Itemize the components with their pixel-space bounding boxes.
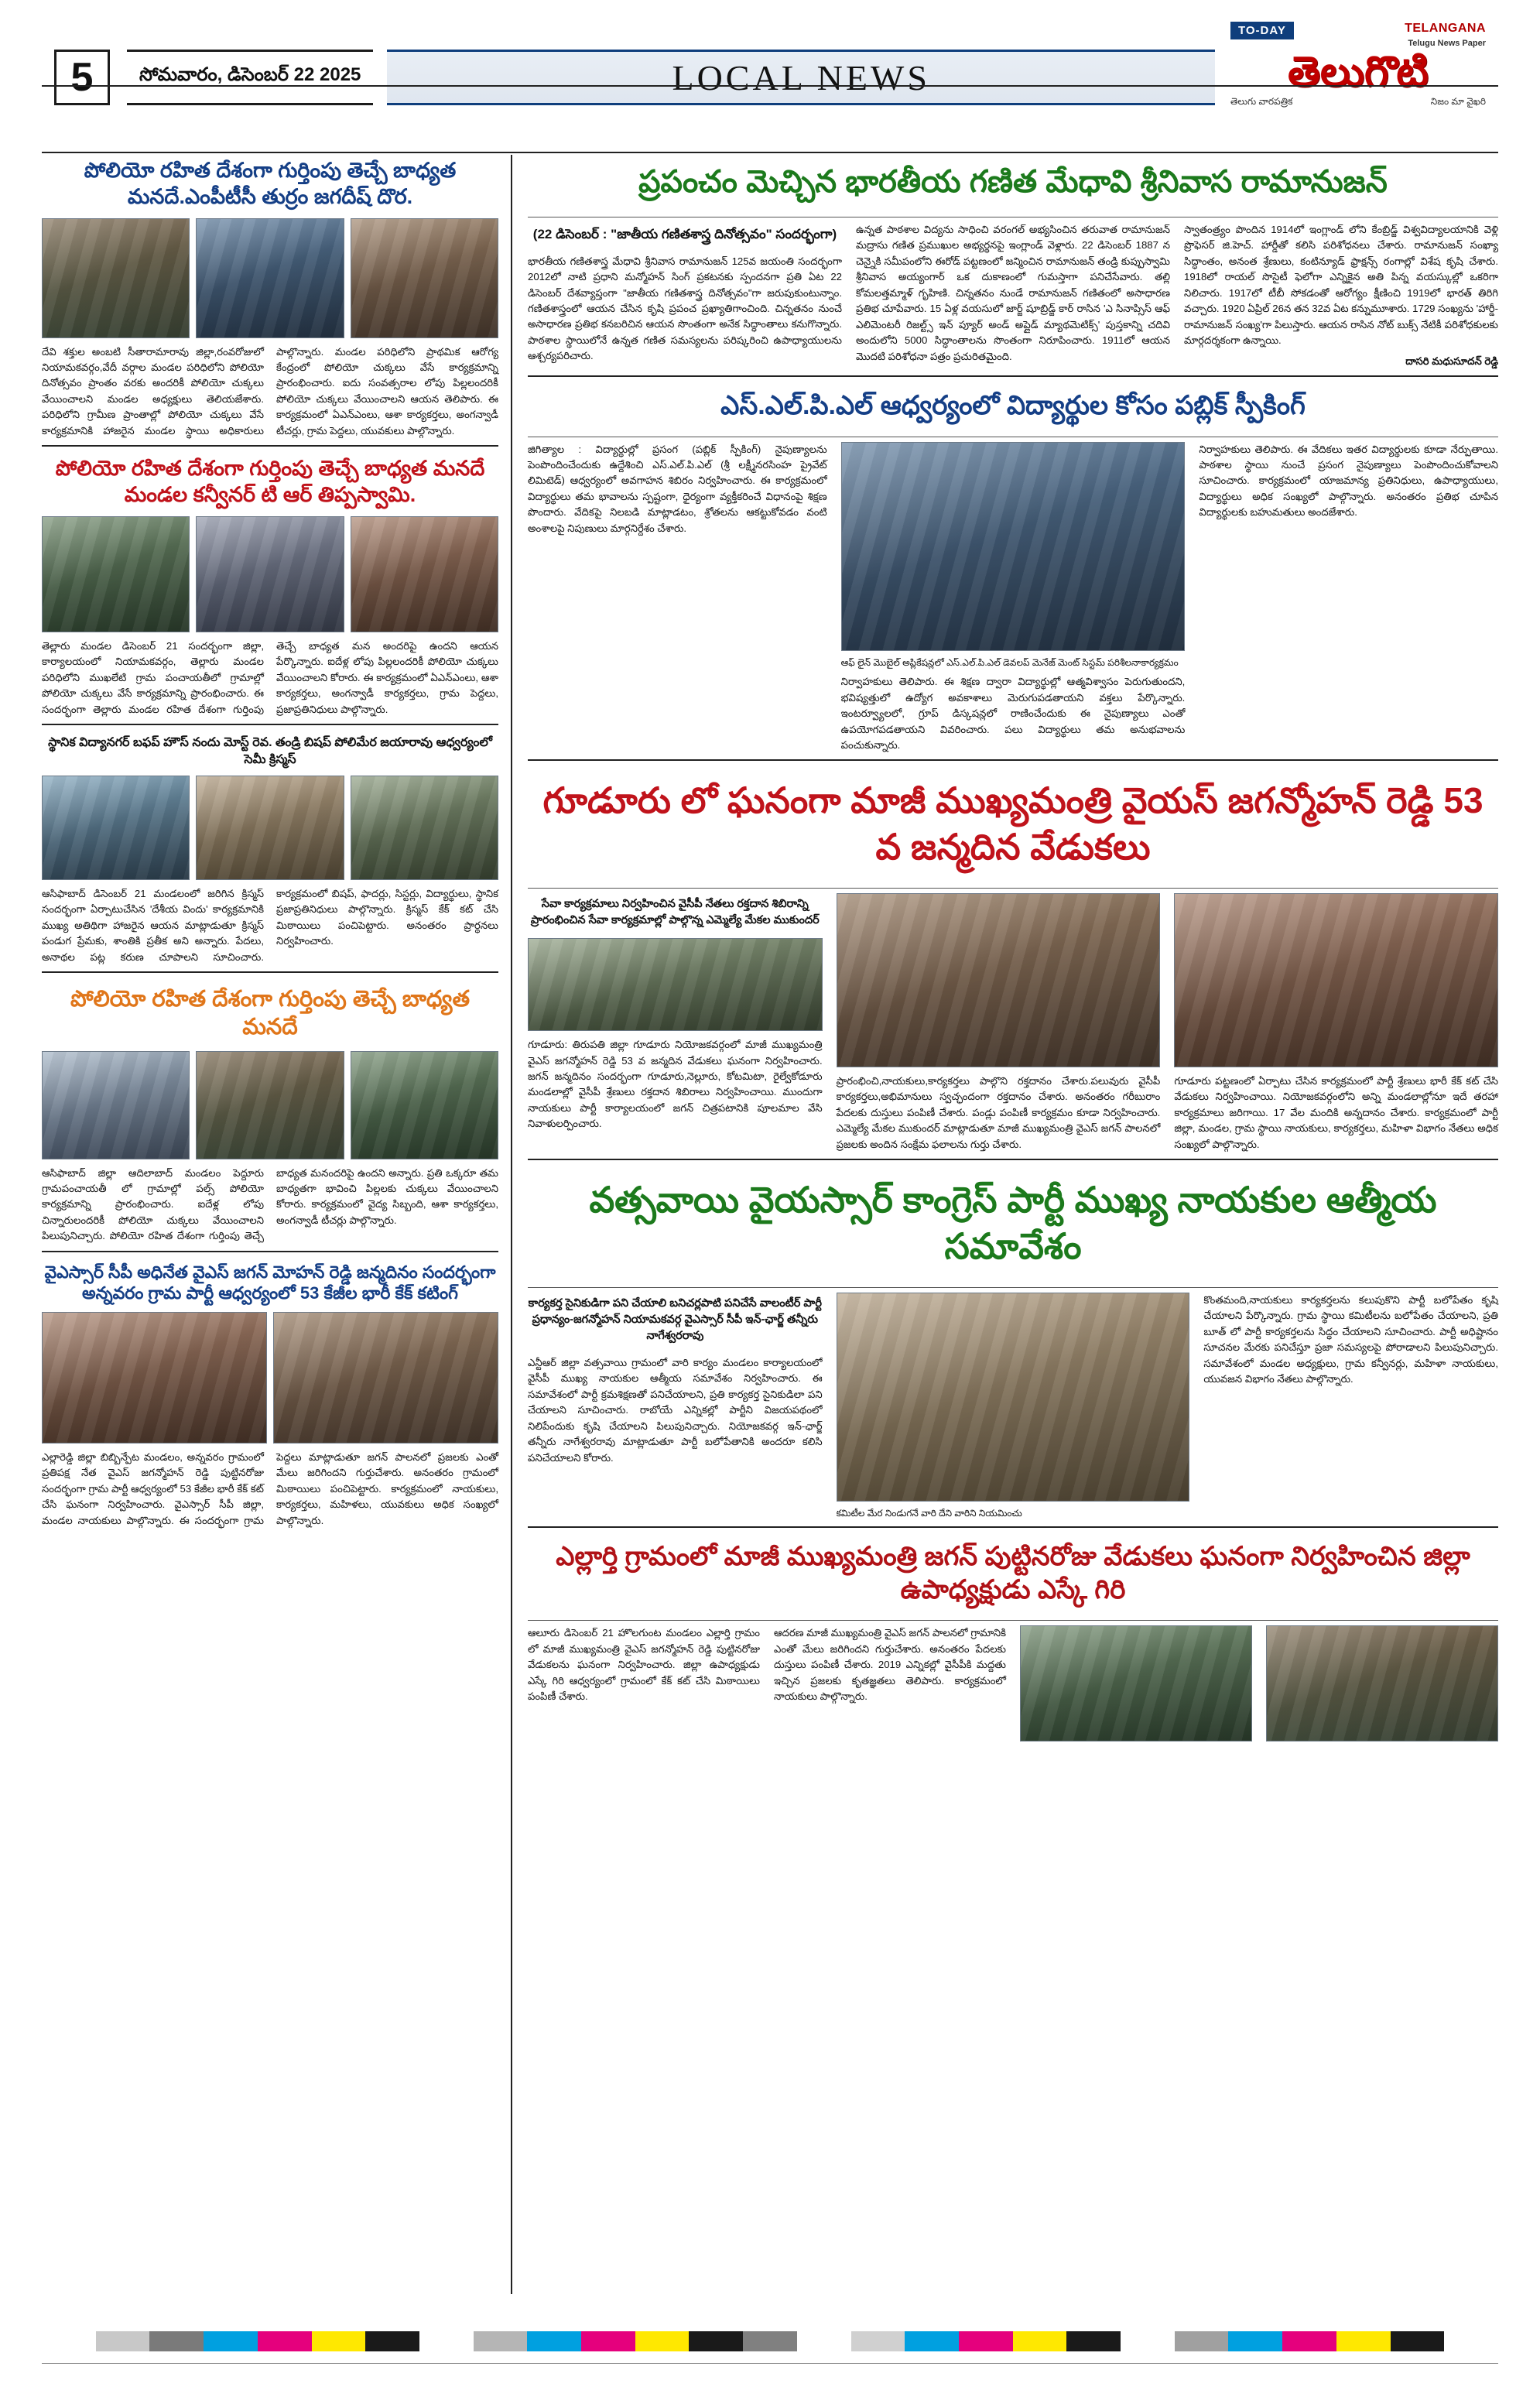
brand-state-label: TELANGANA — [1405, 22, 1486, 35]
color-swatch — [527, 2331, 581, 2351]
color-swatch — [1336, 2331, 1391, 2351]
color-swatch — [42, 2331, 96, 2351]
article-headline: గూడూరు లో ఘనంగా మాజీ ముఖ్యమంత్రి వైయస్ జగన్మోహన్ రెడ్డి 53 వ జన్మదిన వేడుకలు — [542, 780, 1484, 868]
article-body-col1: ఎన్టీఆర్ జిల్లా వత్సవాయి గ్రామంలో వారి కార్యం మండలం కార్యాలయంలో వైసీపీ ముఖ్య నాయకుల ఆత్మీయ సమావేశం నిర్వహించారు. ఈ సమావేశంలో పార్టీ క్రమశిక్షణతో పనిచేయాలని, ప్రతి కార్యకర్త సైనికుడిలా పని చేయాలని సూచించారు. రాబోయే ఎన్నికల్లో పార్టీని విజయపథంలో నిలిపేందుకు కృషి చేయాలని పిలుపునిచ్చారు. నియోజకవర్గ ఇన్-ఛార్జ్ తన్నీరు నాగేశ్వరరావు మాట్లాడుతూ పార్టీ బలోపేతానికి అందరూ కలిసి పనిచేయాలని కోరారు. — [528, 1356, 823, 1464]
color-swatch — [689, 2331, 743, 2351]
brand-today-label: TO-DAY — [1230, 22, 1294, 39]
article-body-col2: ఆదరణ మాజీ ముఖ్యమంత్రి వైఎస్ జగన్ పాలనలో గ్రామానికి ఎంతో మేలు జరిగిందని గుర్తుచేశారు. అనంతరం పేదలకు దుస్తులు పంపిణీ చేశారు. 2019 ఎన్నికల్లో వైసీపీకి మద్దతు ఇచ్చిన ప్రజలకు కృతజ్ఞతలు తెలిపారు. కార్యక్రమంలో నాయకులు పాల్గొన్నారు. — [774, 1627, 1006, 1703]
page-content — [42, 155, 1498, 2294]
article-body-col2: ఉన్నత పాఠశాల విద్యను సాధించి వరంగల్ అభ్యసించిన తరువాత రామానుజన్ మద్రాసు గణిత ప్రముఖుల అభ్యర్థనపై ఇంగ్లాండ్ వెళ్లారు. 22 డిసెంబర్ 1887 న చెన్నైకి సమీపంలోని ఈరోడ్ పట్టణంలో జన్మించిన రామానుజన్ తండ్రి కుప్పుస్వామి శ్రీనివాస అయ్యంగార్ ఒక దుకాణంలో గుమస్తాగా పనిచేసేవారు. తల్లి కోమలత్తమ్మాళ్ గృహిణి. చిన్నతనం నుండే రామానుజన్ గణితంలో అసాధారణ ప్రతిభ చూపేవారు. 15 ఏళ్ల వయసులో జార్జ్ షూబ్రిడ్జ్ కార్ రాసిన 'ఎ సినాప్సిస్ ఆఫ్ ఎలిమెంటరీ రిజల్ట్స్ ఇన్ ప్యూర్ అండ్ అప్లైడ్ మ్యాథమెటిక్స్' పుస్తకాన్ని చదివి అందులోని 5000 సిద్ధాంతాలను సొంతంగా నిరూపించారు. 1911లో ఆయన మొదటి పరిశోధనా పత్రం ప్రచురితమైంది. — [856, 224, 1170, 362]
article-polio-convener — [42, 453, 498, 717]
color-swatch — [797, 2331, 851, 2351]
news-photo — [196, 516, 344, 632]
news-photo — [1266, 1625, 1498, 1741]
photo-row — [42, 516, 498, 632]
color-swatch — [743, 2331, 797, 2351]
brand-tagline: Telugu News Paper — [1408, 39, 1486, 49]
article-headline: ప్రపంచం మెచ్చిన భారతీయ గణిత మేధావి శ్రీనివాస రామానుజన్ — [638, 165, 1388, 199]
article-headline: వత్సవాయి వైయస్సార్ కాంగ్రెస్ పార్టీ ముఖ్య నాయకుల ఆత్మీయ సమావేశం — [589, 1180, 1437, 1267]
news-photo — [273, 1312, 498, 1444]
article-body-col1: గూడూరు: తిరుపతి జిల్లా గూడూరు నియోజకవర్గంలో మాజీ ముఖ్యమంత్రి వైఎస్ జగన్మోహన్ రెడ్డి 53 వ జన్మదిన వేడుకలు ఘనంగా నిర్వహించారు. జగన్ జన్మదినం సందర్భంగా గూడూరు,నెల్లూరు, కోటమిటా, రైల్వేకోడూరు మండలాల్లో వైసీపీ శ్రేణులు రక్తదాన శిబిరాలు నిర్వహించాయి. ముందుగా నాయకులు పార్టీ కార్యాలయంలో జగన్ చిత్రపటానికి పూలమాల వేసి నివాళులర్పించారు. — [528, 1039, 823, 1130]
article-body-col1: జిగిత్యాల : విద్యార్థుల్లో ప్రసంగ (పబ్లిక్ స్పీకింగ్) నైపుణ్యాలను పెంపొందించేందుకు ఉద్దేశించి ఎస్.ఎల్.పి.ఎల్ (శ్రీ లక్ష్మీనరసింహ ప్రైవేట్ లిమిటెడ్) ఆధ్వర్యంలో అవగాహన శిబిరం నిర్వహించారు. ఈ కార్యక్రమంలో విద్యార్థులు తమ భావాలను స్పష్టంగా, ధైర్యంగా వ్యక్తీకరించే విధానంపై శిక్షణ పొందారు. వేదికపై నిలబడి మాట్లాడటం, శ్రోతలను ఆకట్టుకోవడం వంటి అంశాలపై నిపుణులు మార్గనిర్దేశం చేశారు. — [528, 443, 827, 534]
left-column — [42, 155, 512, 2294]
article-polio-mptc — [42, 155, 498, 439]
article-body-col3: నిర్వాహకులు తెలిపారు. ఈ వేదికలు ఇతర విద్యార్థులకు కూడా నేర్పుతాయి. పాఠశాల స్థాయి నుంచే ప్రసంగ నైపుణ్యాలు పెంపొందించుకోవాలని సూచించారు. కార్యక్రమంలో యాజమాన్య ప్రతినిధులు, ఉపాధ్యాయులు, విద్యార్థులు అధిక సంఖ్యలో పాల్గొన్నారు. అనంతరం ప్రతిభ చూపిన విద్యార్థులకు బహుమతులు అందజేశారు. — [1199, 443, 1499, 519]
masthead-top-rule — [42, 85, 1498, 87]
brand-wordmark: తెలుగొటి — [1288, 48, 1429, 95]
news-photo — [196, 1051, 344, 1159]
article-body: దేవి శక్తుల అంబటి సీతారామారావు జిల్లా,రంవరోజులో నియామకవర్గం,వేదీ వర్గాల మండల పరిధిలోని పోలియో దినోత్సవం ప్రాంతం వరకు అందరికీ పోలియో చుక్కలు వేయించాలని మండల అధ్యక్షులు తెలియజేశారు. పరిధిలోని గ్రామీణ ప్రాంతాల్లో పోలియో చుక్కలు వేసే కార్యక్రమానికి హాజరైన మండల స్థాయి అధికారులు పాల్గొన్నారు. మండల పరిధిలోని ప్రాథమిక ఆరోగ్య కేంద్రంలో పోలియో చుక్కలు వేసే కార్యక్రమాన్ని ప్రారంభించారు. ఐదు సంవత్సరాల లోపు పిల్లలందరికీ పోలియో చుక్కలు వేయించాలని ఆయన తెలిపారు. ఈ కార్యక్రమంలో ఏఎన్ఎంలు, ఆశా కార్యకర్తలు, అంగన్వాడీ టీచర్లు, గ్రామ పెద్దలు, యువకులు పాల్గొన్నారు. — [42, 345, 498, 437]
page-number: 5 — [54, 50, 110, 105]
article-yellarthi-birthday — [528, 1534, 1498, 1741]
article-subhead: (22 డిసెంబర్ : "జాతీయ గణితశాస్త్ర దినోత్సవం" సందర్భంగా) — [532, 227, 837, 241]
color-swatch — [96, 2331, 150, 2351]
article-polio-recognition — [42, 979, 498, 1245]
news-photo — [837, 893, 1161, 1067]
section-banner — [387, 50, 1215, 105]
article-headline: ఎల్లార్తి గ్రామంలో మాజీ ముఖ్యమంత్రి జగన్ పుట్టినరోజు వేడుకలు ఘనంగా నిర్వహించిన జిల్లా ఉపాధ్యక్షుడు ఎస్కే గిరి — [556, 1542, 1470, 1604]
article-vatsavai-meeting — [528, 1166, 1498, 1520]
article-subhead: సేవా కార్యక్రమాలు నిర్వహించిన వైసీపీ నేతలు రక్తదాన శిబిరాన్ని ప్రారంభించిన సేవా కార్యక్రమాల్లో పాల్గొన్న ఎమ్మెల్యే మేకల ముకుందర్ — [530, 898, 820, 927]
press-color-registration-bar — [42, 2331, 1498, 2351]
masthead-bottom-rule — [42, 152, 1498, 153]
article-headline: వైఎస్సార్ సీపీ అధినేత వైఎస్ జగన్ మోహన్ రెడ్డి జన్మదినం సందర్భంగా అన్నవరం గ్రామ పార్టీ ఆధ్వర్యంలో 53 కేజీల భారీ కేక్ కటింగ్ — [44, 1262, 496, 1303]
article-body: తెల్లారు మండల డిసెంబర్ 21 సందర్భంగా జిల్లా, కార్యాలయంలో నియామకవర్గం, తెల్లారు మండల పరిధిలోని ముఖలేటి గ్రామ పంచాయతీలో గ్రామాల్లో పోలియో చుక్కలు వేసే కార్యక్రమాన్ని ప్రారంభించారు. ఈ సందర్భంగా తెల్లారు మండల రహిత దేశంగా గుర్తింపు తెచ్చే బాధ్యత మన అందరిపై ఉందని ఆయన పేర్కొన్నారు. ఐదేళ్ల లోపు పిల్లలందరికీ పోలియో చుక్కలు వేయించాలని కోరారు. ఈ కార్యక్రమంలో ఏఎన్ఎంలు, ఆశా కార్యకర్తలు, అంగన్వాడీ కార్యకర్తలు, గ్రామ పెద్దలు, ప్రజాప్రతినిధులు పాల్గొన్నారు. — [42, 639, 498, 715]
article-body-col2: ప్రారంభించి,నాయకులు,కార్యకర్తలు పాల్గొని రక్తదానం చేశారు.పలువురు వైసీపీ కార్యకర్తలు,అభిమానులు స్వచ్ఛందంగా రక్తదానం చేశారు. అనంతరం గరీబురాం పేదలకు దుస్తులు పంపిణీ చేశారు. పండ్లు పంపిణీ కార్యక్రమం కూడా నిర్వహించారు. ఎమ్మెల్యే మేకల ముకుందర్ మాట్లాడుతూ మాజీ ముఖ్యమంత్రి వైఎస్ జగన్ పాలనలో ప్రజలకు అందిన సంక్షేమ ఫలాలను గుర్తు చేశారు. — [836, 1075, 1161, 1150]
news-photo — [841, 442, 1186, 651]
news-photo — [42, 516, 190, 632]
news-photo — [351, 516, 498, 632]
news-photo — [196, 218, 344, 338]
color-swatch — [851, 2331, 905, 2351]
photo-caption: కమిటీల మేర నిండుగనే వారి దేని వారిని నియమించు — [836, 1507, 1022, 1519]
brand-logo-block — [1230, 22, 1486, 109]
color-swatch — [312, 2331, 366, 2351]
news-photo — [351, 1051, 498, 1159]
brand-sub-right: నిజం మా వైఖరి — [1430, 95, 1486, 107]
article-ysrcp-cake — [42, 1259, 498, 1529]
article-body: ఆసిఫాబాద్ డిసెంబర్ 21 మండలంలో జరిగిన క్రిస్మస్ సందర్భంగా ఏర్పాటుచేసిన 'దేశీయ విందు' కార్యక్రమానికి ముఖ్య అతిథిగా హాజరైన ఆయన మాట్లాడుతూ క్రిస్మస్ పండుగ ప్రేమకు, శాంతికి ప్రతీక అని అన్నారు. పేదలు, అనాథల పట్ల కరుణ చూపాలని సూచించారు. కార్యక్రమంలో బిషప్, ఫాదర్లు, సిస్టర్లు, విద్యార్థులు, స్థానిక ప్రజాప్రతినిధులు పాల్గొన్నారు. క్రిస్మస్ కేక్ కట్ చేసి మిఠాయిలు పంచిపెట్టారు. అనంతరం ప్రార్థనలు నిర్వహించారు. — [42, 887, 498, 963]
article-sllp-public-speaking — [528, 383, 1498, 753]
color-swatch — [1228, 2331, 1282, 2351]
color-swatch — [1121, 2331, 1175, 2351]
photo-row — [42, 1051, 498, 1159]
issue-date: సోమవారం, డిసెంబర్ 22 2025 — [127, 50, 373, 105]
color-swatch — [149, 2331, 204, 2351]
color-swatch — [419, 2331, 474, 2351]
article-body-col2: కొంతమంది,నాయకులు కార్యకర్తలను కలుపుకొని పార్టీ బలోపేతం కృషి చేయాలని పేర్కొన్నారు. గ్రామ స్థాయి కమిటీలను బలోపేతం చేయాలని, ప్రతి బూత్ లో పార్టీ కార్యకర్తలను సిద్ధం చేయాలని సూచించారు. పార్టీ అధిష్టానం సూచనల మేరకు పనిచేస్తూ ప్రజా సమస్యలపై పోరాడాలని పిలుపునిచ్చారు. సమావేశంలో మండల అధ్యక్షులు, గ్రామ కన్వీనర్లు, మహిళా నాయకులు, యువజన విభాగం నేతలు పాల్గొన్నారు. — [1203, 1293, 1498, 1385]
news-photo — [351, 776, 498, 880]
color-swatch — [1444, 2331, 1498, 2351]
article-byline: దాసరి మధుసూదన్ రెడ్డి — [1405, 354, 1498, 367]
article-body-col3: స్వాతంత్ర్యం పొందిన 1914లో ఇంగ్లాండ్ లోని కేంబ్రిడ్జ్ విశ్వవిద్యాలయానికి వెళ్లి ప్రొఫెసర్ జి.హెచ్. హార్డీతో కలిసి పరిశోధనలు చేశారు. రామానుజన్ సంఖ్యా సిద్ధాంతం, అనంత శ్రేణులు, కంటిన్యూడ్ ఫ్రాక్షన్స్ రంగాల్లో విశేష కృషి చేశారు. 1918లో రాయల్ సొసైటీ ఫెలోగా ఎన్నికైన అతి పిన్న వయస్కుల్లో ఒకరిగా నిలిచారు. 1917లో టీబీ సోకడంతో ఆరోగ్యం క్షీణించి 1919లో భారత్ తిరిగి వచ్చారు. 1920 ఏప్రిల్ 26న తన 32వ ఏట కన్నుమూశారు. 1729 సంఖ్యను 'హార్డీ-రామానుజన్ సంఖ్య'గా పిలుస్తారు. ఆయన రాసిన నోట్ బుక్స్ నేటికీ పరిశోధకులకు మార్గదర్శకంగా ఉన్నాయి. — [1184, 224, 1498, 347]
article-headline: పోలియో రహిత దేశంగా గుర్తింపు తెచ్చే బాధ్యత మనదే మండల కన్వీనర్ టి ఆర్ తిప్పస్వామి. — [55, 457, 485, 506]
color-swatch — [635, 2331, 690, 2351]
photo-row — [42, 218, 498, 338]
color-swatch — [581, 2331, 635, 2351]
article-body: ఆసిఫాబాద్ జిల్లా ఆదిలాబాద్ మండలం పెద్దూరు గ్రామపంచాయతీ లో గ్రామాల్లో పల్స్ పోలియో కార్యక్రమాన్ని ప్రారంభించారు. ఐదేళ్ల లోపు చిన్నారులందరికీ పోలియో చుక్కలు వేయించాలని పిలుపునిచ్చారు. పోలియో రహిత దేశంగా గుర్తింపు తెచ్చే బాధ్యత మనందరిపై ఉందని అన్నారు. ప్రతి ఒక్కరూ తమ బాధ్యతగా భావించి పిల్లలకు చుక్కలు వేయించాలని కోరారు. కార్యక్రమంలో వైద్య సిబ్బంది, ఆశా కార్యకర్తలు, అంగన్వాడీ టీచర్లు పాల్గొన్నారు. — [42, 1166, 498, 1242]
color-swatch — [905, 2331, 959, 2351]
article-christmas — [42, 731, 498, 965]
photo-row — [42, 776, 498, 880]
color-swatch — [1391, 2331, 1445, 2351]
color-swatch — [204, 2331, 258, 2351]
news-photo — [1174, 893, 1498, 1067]
color-swatch — [474, 2331, 528, 2351]
news-photo — [42, 1051, 190, 1159]
brand-sub-left: తెలుగు వారపత్రిక — [1230, 95, 1293, 107]
news-photo — [42, 218, 190, 338]
photo-caption: ఆఫ్ లైన్ మొబైల్ అప్లికేషన్లలో ఎస్.ఎల్.పి.ఎల్ డెవలప్ మెనేజ్ మెంట్ సిస్టమ్ పరిశీలనాకార్యక్రమం — [840, 656, 1179, 668]
article-subhead: కార్యకర్త సైనికుడిగా పని చేయాలి బనిచర్లపాటి పనిచేసే వాలంటీర్ పార్టీ ప్రధాన్యం-జగన్మోహన్ నియామకవర్గ వైఎస్సార్ సీపీ ఇన్-ఛార్జ్ తన్నీరు నాగేశ్వరరావు — [528, 1296, 822, 1342]
footer-rule — [42, 2363, 1498, 2364]
article-gudur-birthday — [528, 767, 1498, 1152]
article-ramanujan — [528, 155, 1498, 369]
news-photo — [528, 938, 823, 1031]
color-swatch — [1066, 2331, 1121, 2351]
article-body-col3: గూడూరు పట్టణంలో ఏర్పాటు చేసిన కార్యక్రమంలో పార్టీ శ్రేణులు భారీ కేక్ కట్ చేసి వేడుకలు నిర్వహించాయి. నియోజకవర్గంలోని అన్ని మండలాల్లోనూ ఇదే తరహా కార్యక్రమాలు జరిగాయి. 17 వేల మందికి అన్నదానం చేశారు. కార్యక్రమంలో పార్టీ జిల్లా, మండల, గ్రామ స్థాయి నాయకులు, కార్యకర్తలు, మహిళా విభాగం నేతలు అధిక సంఖ్యలో పాల్గొన్నారు. — [1174, 1075, 1498, 1150]
color-swatch — [959, 2331, 1013, 2351]
article-body-col2: నిర్వాహకులు తెలిపారు. ఈ శిక్షణ ద్వారా విద్యార్థుల్లో ఆత్మవిశ్వాసం పెరుగుతుందని, భవిష్యత్తులో ఉద్యోగ అవకాశాలు మెరుగుపడతాయని వక్తలు పేర్కొన్నారు. ఇంటర్వ్యూలలో, గ్రూప్ డిస్కషన్లలో రాణించేందుకు ఈ నైపుణ్యాలు ఎంతో ఉపయోగపడతాయని వివరించారు. పలు విద్యార్థులు తమ అనుభవాలను పంచుకున్నారు. — [840, 676, 1186, 751]
news-photo — [1020, 1625, 1252, 1741]
news-photo — [42, 776, 190, 880]
news-photo — [196, 776, 344, 880]
news-photo — [837, 1293, 1190, 1502]
color-swatch — [365, 2331, 419, 2351]
article-headline: పోలియో రహిత దేశంగా గుర్తింపు తెచ్చే బాధ్యత మనదే.ఎంపీటీసీ తుర్రం జగదీష్ దొర. — [84, 159, 457, 208]
article-body: ఎల్లారెడ్డి జిల్లా బిబ్బిన్పేట మండలం, అన్నవరం గ్రామంలో ప్రతిపక్ష నేత వైఎస్ జగన్మోహన్ రెడ్డి పుట్టినరోజు సందర్భంగా గ్రామ పార్టీ ఆధ్వర్యంలో 53 కేజీల భారీ కేక్ కట్ చేసి ఘనంగా నిర్వహించారు. వైఎస్సార్ సీపీ జిల్లా, మండల నాయకులు పాల్గొన్నారు. ఈ సందర్భంగా గ్రామ పెద్దలు మాట్లాడుతూ జగన్ పాలనలో ప్రజలకు ఎంతో మేలు జరిగిందని గుర్తుచేశారు. అనంతరం గ్రామంలో మిఠాయిలు పంచిపెట్టారు. కార్యక్రమంలో నాయకులు, కార్యకర్తలు, మహిళలు, యువకులు అధిక సంఖ్యలో పాల్గొన్నారు. — [42, 1450, 498, 1526]
news-photo — [42, 1312, 267, 1444]
article-headline: పోలియో రహిత దేశంగా గుర్తింపు తెచ్చే బాధ్యత మనదే — [70, 987, 471, 1040]
article-headline: ఎస్.ఎల్.పి.ఎల్ ఆధ్వర్యంలో విద్యార్థుల కోసం పబ్లిక్ స్పీకింగ్ — [720, 391, 1306, 421]
right-column — [512, 155, 1498, 2294]
color-swatch — [1013, 2331, 1067, 2351]
photo-row — [42, 1312, 498, 1444]
masthead — [0, 0, 1540, 147]
news-photo — [351, 218, 498, 338]
color-swatch — [258, 2331, 312, 2351]
article-headline: స్థానిక విద్యానగర్ బఫప్ హౌస్ నందు మోస్ట్ రెవ. తండ్రి బిషప్ పోలిమేర జయారావు ఆధ్వర్యంలో సెమీ క్రిస్మస్ — [48, 735, 492, 767]
section-title: LOCAL NEWS — [672, 57, 930, 98]
article-body-col1: భారతీయ గణితశాస్త్ర మేధావి శ్రీనివాస రామానుజన్ 125వ జయంతి సందర్భంగా 2012లో నాటి ప్రధాని మన్మోహన్ సింగ్ ప్రకటనకు స్పందనగా ప్రతి ఏట 22 డిసెంబర్ దేశవ్యాప్తంగా "జాతీయ గణితశాస్త్ర దినోత్సవం"గా జరుపుకుంటున్నాం. గణితశాస్త్రంలో ఆయన చేసిన కృషి ప్రపంచ ప్రఖ్యాతిగాంచింది. చిన్నతనం నుంచే అసాధారణ ప్రతిభ కనబరిచిన ఆయన సొంతంగా అనేక సిద్ధాంతాలు కనుగొన్నారు. పాఠశాల స్థాయిలోనే ఉన్నత గణిత సమస్యలను పరిష్కరించి ఉపాధ్యాయులను ఆశ్చర్యపరిచారు. — [528, 255, 842, 362]
color-swatch — [1175, 2331, 1229, 2351]
color-swatch — [1282, 2331, 1336, 2351]
article-body-col1: ఆలూరు డిసెంబర్ 21 హొలగుంట మండలం ఎల్లార్తి గ్రామం లో మాజీ ముఖ్యమంత్రి వైఎస్ జగన్మోహన్ రెడ్డి పుట్టినరోజు వేడుకలను ఘనంగా నిర్వహించారు. జిల్లా ఉపాధ్యక్షుడు ఎస్కే గిరి ఆధ్వర్యంలో గ్రామంలో కేక్ కట్ చేసి మిఠాయిలు పంపిణీ చేశారు. — [528, 1627, 760, 1703]
